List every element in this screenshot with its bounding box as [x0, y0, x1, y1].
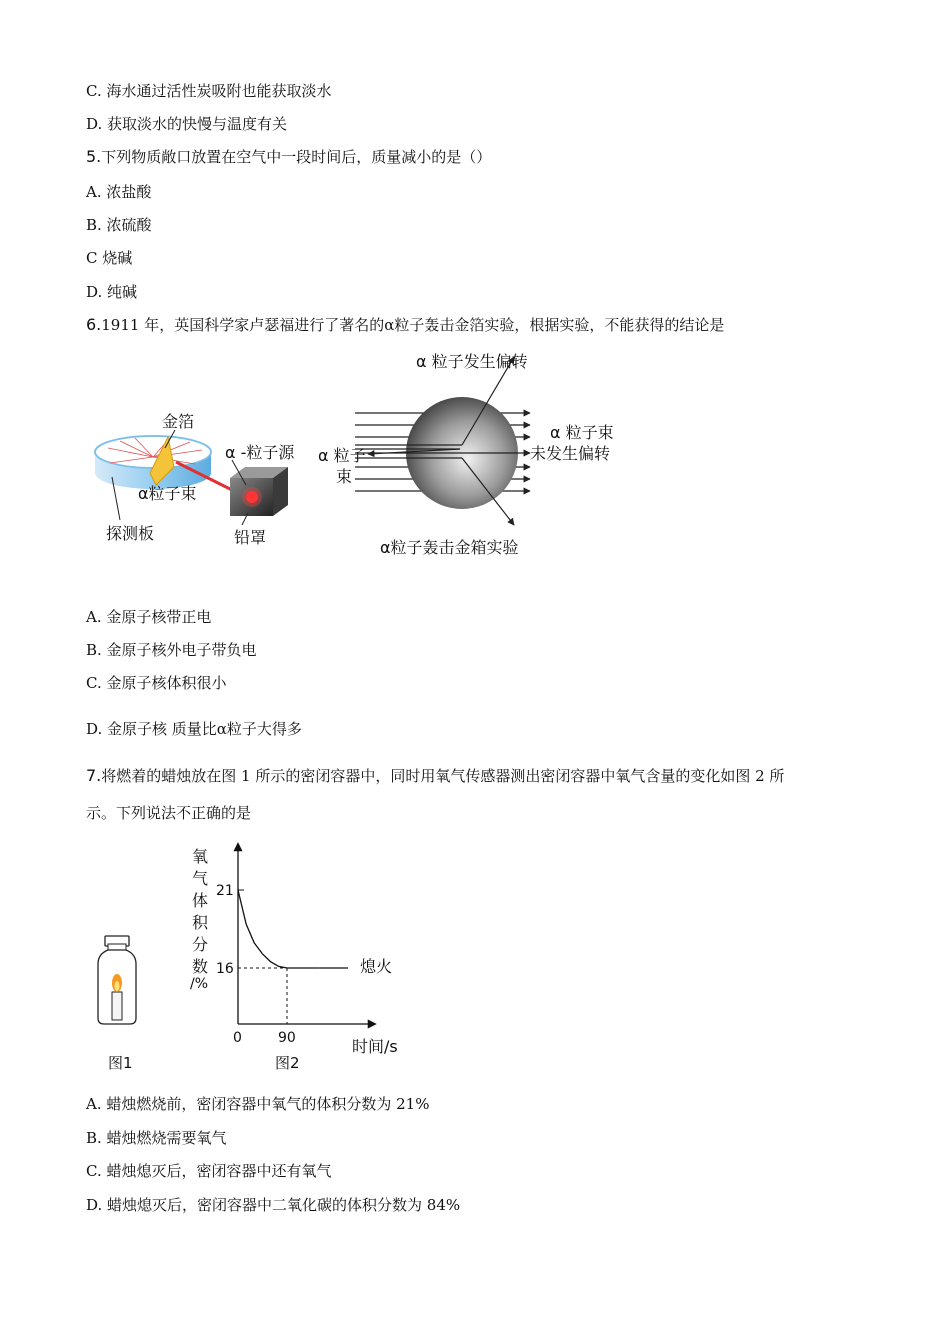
- oxygen-series-line: [238, 890, 320, 968]
- lead-shield-box: [230, 467, 288, 516]
- q7-stem-text: 将燃着的蜡烛放在图 1 所示的密闭容器中，同时用氧气传感器测出密闭容器中氧气含量的变化如图 2 所: [101, 767, 785, 785]
- fig2-label: 图2: [275, 1054, 300, 1072]
- y-axis-label: [192, 847, 209, 976]
- q7-figure: [90, 838, 420, 1078]
- rutherford-figure-svg: [90, 345, 650, 570]
- q5-number: 5.: [86, 147, 102, 166]
- x-tick-label: 90: [278, 1030, 296, 1046]
- q5-option-d: D. 纯碱: [86, 283, 138, 301]
- q5-stem-text: 下列物质敞口放置在空气中一段时间后，质量减小的是（）: [101, 148, 492, 166]
- q6-stem: [86, 315, 724, 335]
- detector-label: 探测板: [106, 524, 155, 543]
- y-label-char: 分: [192, 935, 209, 954]
- q5-stem: [86, 147, 491, 167]
- q6-figure: [90, 345, 650, 570]
- y-axis-unit: /%: [190, 976, 209, 992]
- q6-stem-text: 1911 年，英国科学家卢瑟福进行了著名的α粒子轰击金箔实验，根据实验，不能获得的结论是: [101, 316, 725, 334]
- q4-option-c: C. 海水通过活性炭吸附也能获取淡水: [86, 82, 332, 100]
- y-label-char: 气: [192, 869, 209, 888]
- reflected-label-2: 束: [336, 467, 353, 486]
- bottle-with-candle: [98, 936, 136, 1024]
- q6-option-c: C. 金原子核体积很小: [86, 674, 227, 692]
- q6-option-b: B. 金原子核外电子带负电: [86, 641, 257, 659]
- q7-stem-line2: 示。下列说法不正确的是: [86, 804, 252, 822]
- y-label-char: 数: [192, 957, 209, 976]
- chart-layer: [216, 883, 348, 1046]
- figure-caption: α粒子轰击金箱实验: [380, 538, 519, 557]
- q5-option-c: C 烧碱: [86, 249, 133, 267]
- q6-option-a: A. 金原子核带正电: [86, 608, 212, 626]
- q5-option-b: B. 浓硫酸: [86, 216, 152, 234]
- deflected-label: α 粒子发生偏转: [416, 352, 528, 371]
- q7-option-b: B. 蜡烛燃烧需要氧气: [86, 1129, 227, 1147]
- y-label-char: 体: [192, 891, 209, 910]
- q7-option-d: D. 蜡烛熄灭后，密闭容器中二氧化碳的体积分数为 84%: [86, 1196, 461, 1214]
- q6-number: 6.: [86, 315, 102, 334]
- oxygen-chart-svg: [90, 838, 420, 1078]
- q4-option-d: D. 获取淡水的快慢与温度有关: [86, 115, 288, 133]
- y-label-char: 积: [192, 913, 209, 932]
- alpha-beam-label: α粒子束: [138, 484, 197, 503]
- q7-stem-line1: [86, 766, 784, 786]
- q6-option-d: D. 金原子核 质量比α粒子大得多: [86, 720, 302, 738]
- q7-option-a: A. 蜡烛燃烧前，密闭容器中氧气的体积分数为 21%: [86, 1095, 430, 1113]
- y-label-char: 氧: [192, 847, 209, 866]
- reflected-label-1: α 粒子: [318, 446, 366, 465]
- y-tick-label: 16: [216, 961, 234, 977]
- gold-foil-label: 金箔: [162, 412, 195, 431]
- q7-option-c: C. 蜡烛熄灭后，密闭容器中还有氧气: [86, 1162, 332, 1180]
- fig1-label: 图1: [108, 1054, 133, 1072]
- extinguish-label: 熄火: [360, 957, 393, 976]
- x-tick-label: 0: [233, 1030, 242, 1046]
- y-tick-label: 21: [216, 883, 234, 899]
- q7-number: 7.: [86, 766, 102, 785]
- x-axis-label: 时间/s: [352, 1037, 398, 1056]
- undeflected-label-2: 未发生偏转: [530, 444, 611, 463]
- q5-option-a: A. 浓盐酸: [86, 183, 152, 201]
- undeflected-label-1: α 粒子束: [550, 423, 614, 442]
- alpha-source-label: α -粒子源: [225, 443, 295, 462]
- lead-shield-label: 铅罩: [234, 528, 267, 547]
